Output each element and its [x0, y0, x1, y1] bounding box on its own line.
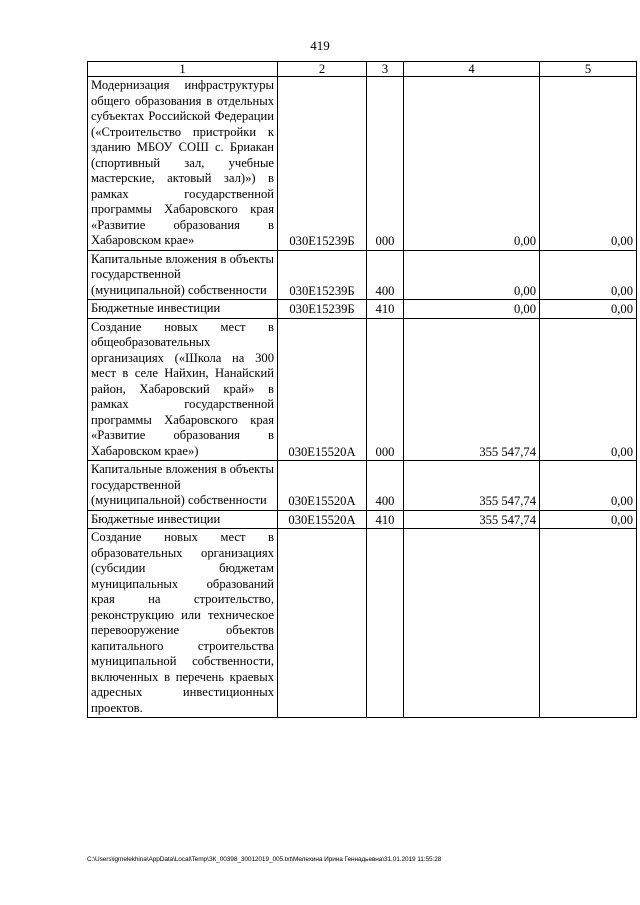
row-code: 030Е15520А [278, 510, 367, 529]
header-cell: 5 [540, 62, 637, 77]
table-row [88, 300, 637, 319]
row-code: 030Е15239Б [278, 77, 367, 251]
row-sum-2: 0,00 [540, 77, 637, 251]
table-row [88, 510, 637, 529]
table-row [88, 529, 637, 718]
page-number: 419 [310, 38, 330, 53]
row-code: 030Е15520А [278, 461, 367, 511]
row-description: Модернизация инфраструктуры общего образования в отдельных субъектах Российской Федерации («Строительство пристройки к зданию МБОУ СОШ с. Бриакан (спортивный зал, учебные мастерские, актовый зал)») в рамках государственной программы Хабаровского края «Развитие образования в Хабаровском крае» [88, 77, 278, 251]
table-row [88, 461, 637, 511]
row-sum-2: 0,00 [540, 250, 637, 300]
row-code: 030Е15239Б [278, 300, 367, 319]
row-type: 410 [367, 300, 404, 319]
row-type [367, 529, 404, 718]
header-cell: 4 [404, 62, 540, 77]
row-description: Создание новых мест в образовательных организациях (субсидии бюджетам муниципальных образований края на строительство, реконструкцию или техническое перевооружение объектов капитального строительства муниципальной собственности, включенных в перечень краевых адресных инвестиционных проектов. [88, 529, 278, 718]
row-sum-1: 355 547,74 [404, 461, 540, 511]
header-cell: 1 [88, 62, 278, 77]
row-sum-2: 0,00 [540, 461, 637, 511]
row-sum-2 [540, 529, 637, 718]
row-description: Капитальные вложения в объекты государственной (муниципальной) собственности [88, 250, 278, 300]
row-description: Создание новых мест в общеобразовательных организациях («Школа на 300 мест в селе Найхин, Нанайский район, Хабаровский край» в рамках государственной программы Хабаровского края «Развитие образования в Хабаровском крае») [88, 318, 278, 461]
row-code: 030Е15520А [278, 318, 367, 461]
header-row [88, 62, 637, 77]
row-type: 400 [367, 250, 404, 300]
row-sum-1 [404, 529, 540, 718]
row-code: 030Е15239Б [278, 250, 367, 300]
row-sum-1: 0,00 [404, 250, 540, 300]
row-sum-1: 0,00 [404, 77, 540, 251]
table-row [88, 250, 637, 300]
row-sum-2: 0,00 [540, 300, 637, 319]
row-description: Бюджетные инвестиции [88, 300, 278, 319]
row-sum-1: 355 547,74 [404, 510, 540, 529]
file-path-footer: C:\Users\igmelekhina\AppData\Local\Temp\ЗК_00398_30012019_005.txt\Мелехина Ирина Геннадьевна\31.01.2019 11:55:28 [87, 856, 442, 863]
table-row [88, 77, 637, 251]
row-type: 410 [367, 510, 404, 529]
row-sum-1: 0,00 [404, 300, 540, 319]
row-code [278, 529, 367, 718]
budget-table [87, 61, 637, 718]
row-sum-2: 0,00 [540, 318, 637, 461]
row-type: 000 [367, 77, 404, 251]
header-cell: 3 [367, 62, 404, 77]
row-type: 400 [367, 461, 404, 511]
row-type: 000 [367, 318, 404, 461]
table-row [88, 318, 637, 461]
row-description: Капитальные вложения в объекты государственной (муниципальной) собственности [88, 461, 278, 511]
row-description: Бюджетные инвестиции [88, 510, 278, 529]
row-sum-1: 355 547,74 [404, 318, 540, 461]
row-sum-2: 0,00 [540, 510, 637, 529]
header-cell: 2 [278, 62, 367, 77]
